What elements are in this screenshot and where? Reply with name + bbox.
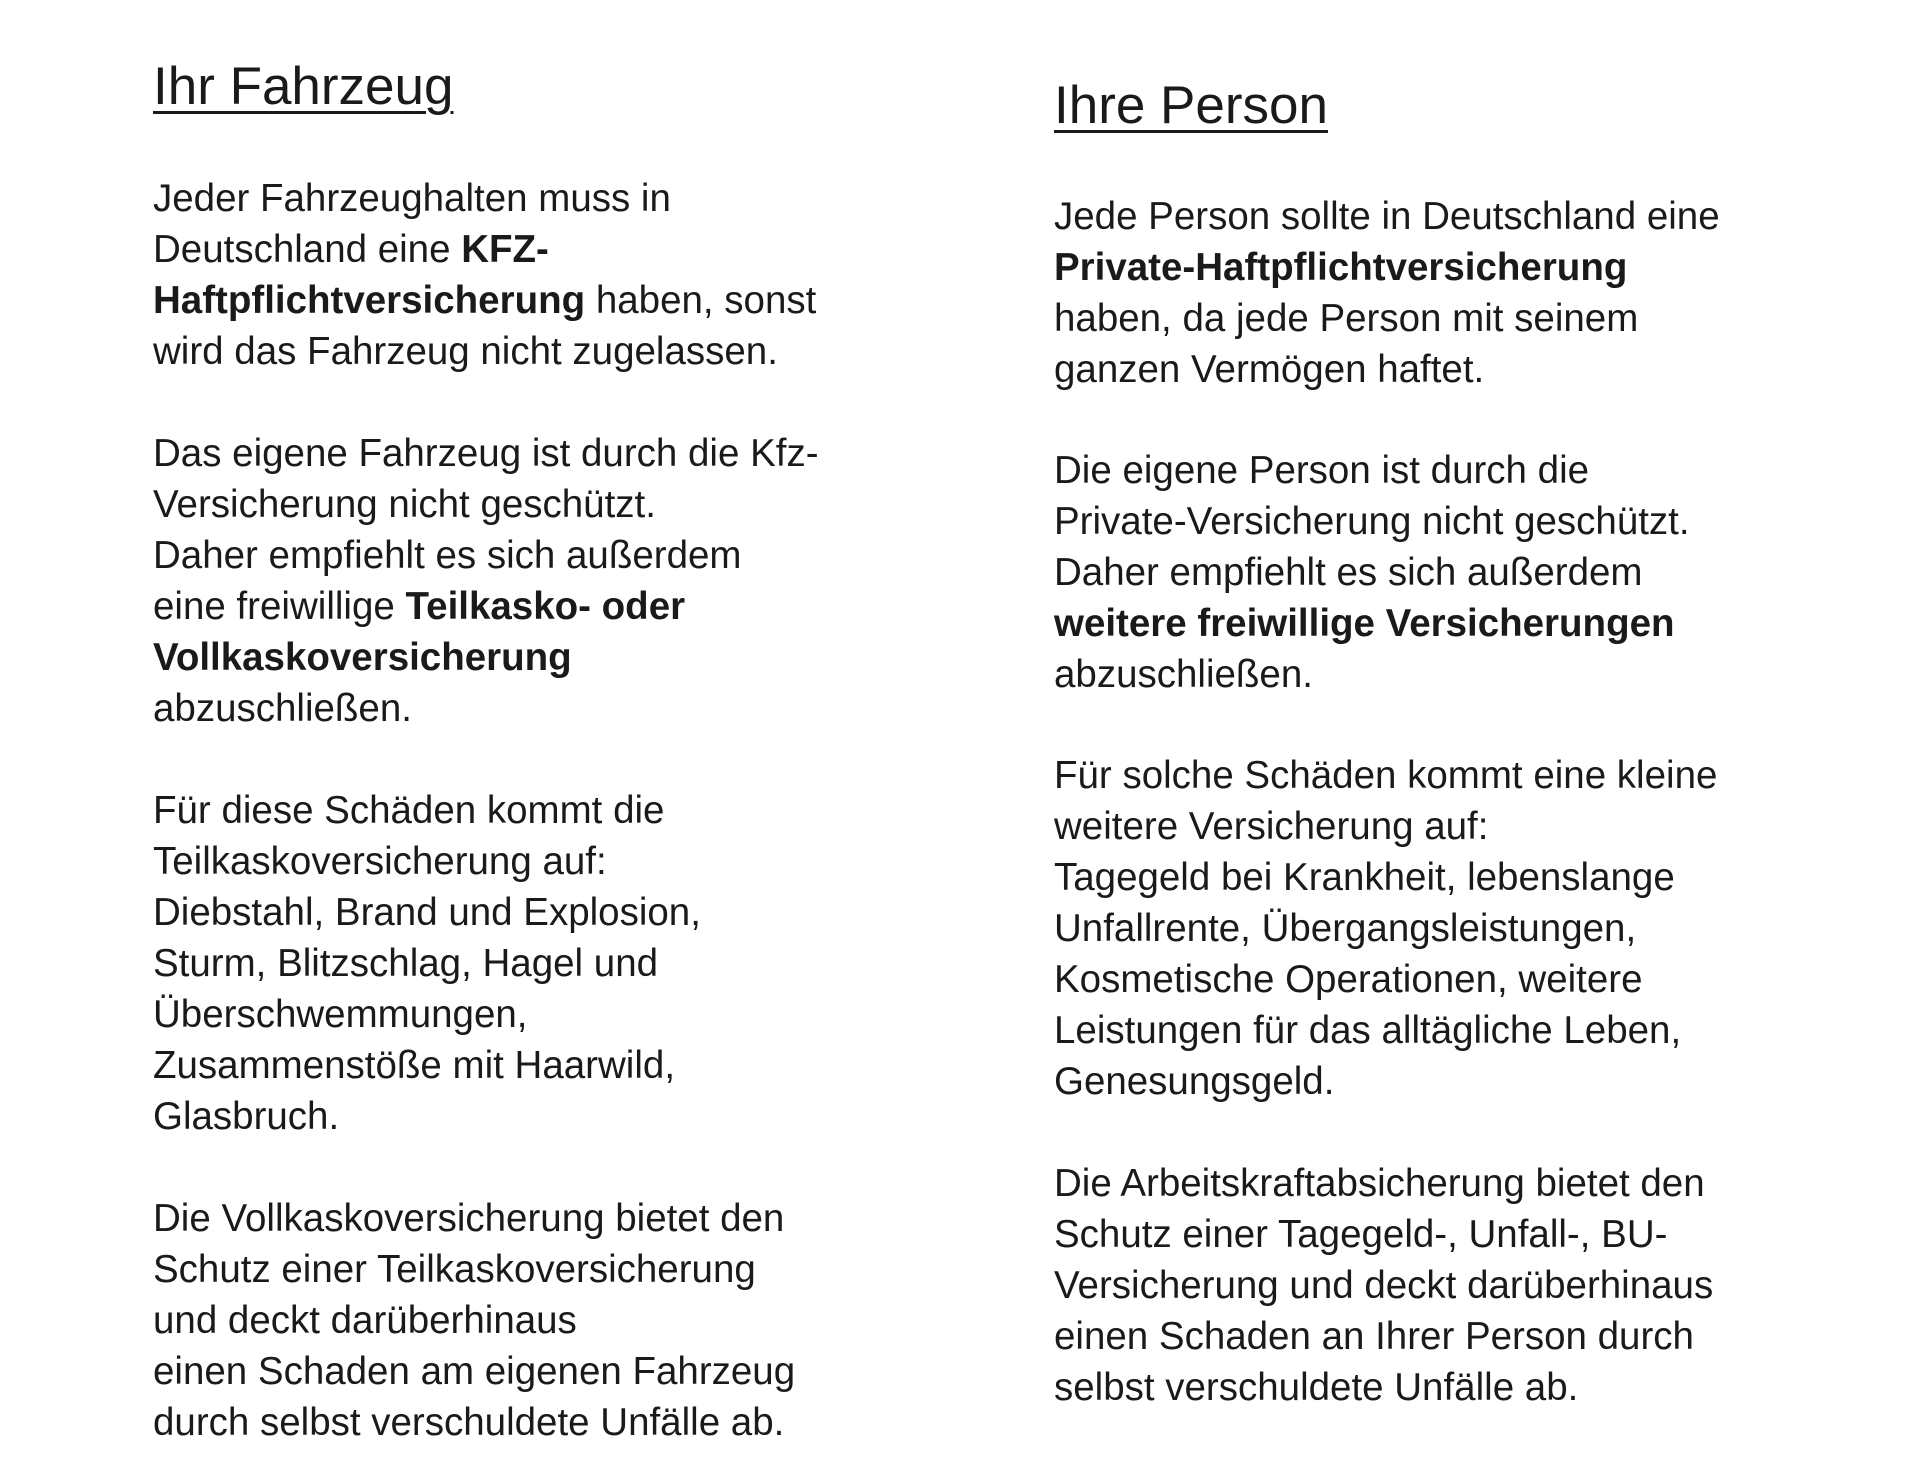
text-line: Zusammenstöße mit Haarwild,: [153, 1044, 676, 1087]
text-line: Jede Person sollte in Deutschland eine: [1054, 195, 1720, 238]
bold-term: Haftpflichtversicherung: [153, 279, 586, 322]
paragraph-liability-vehicle: [153, 173, 816, 377]
bold-term: Private-Haftpflichtversicherung: [1054, 246, 1628, 289]
text-line: und deckt darüberhinaus: [153, 1299, 577, 1342]
text-line: einen Schaden am eigenen Fahrzeug: [153, 1350, 796, 1393]
text-line: weitere Versicherung auf:: [1054, 805, 1489, 848]
paragraph-liability-person: [1054, 191, 1720, 395]
paragraph-work-capacity: [1054, 1158, 1713, 1413]
text-line: Das eigene Fahrzeug ist durch die Kfz-: [153, 432, 819, 475]
text-segment: eine freiwillige: [153, 585, 406, 628]
text-line: Für solche Schäden kommt eine kleine: [1054, 754, 1718, 797]
text-segment: haben, sonst: [585, 279, 817, 322]
text-line: Daher empfiehlt es sich außerdem: [1054, 551, 1643, 594]
paragraph-small-insurance: [1054, 750, 1717, 1107]
text-line: Daher empfiehlt es sich außerdem: [153, 534, 742, 577]
text-line: selbst verschuldete Unfälle ab.: [1054, 1366, 1579, 1409]
text-line: Glasbruch.: [153, 1095, 340, 1138]
text-line: [153, 275, 816, 326]
text-line: Sturm, Blitzschlag, Hagel und: [153, 942, 659, 985]
text-line: [153, 581, 819, 632]
text-line: wird das Fahrzeug nicht zugelassen.: [153, 330, 778, 373]
text-segment: Deutschland eine: [153, 228, 462, 271]
bold-term: KFZ-: [461, 228, 549, 271]
text-line: Unfallrente, Übergangsleistungen,: [1054, 907, 1637, 950]
text-line: Schutz einer Teilkaskoversicherung: [153, 1248, 756, 1291]
paragraph-full-coverage: [153, 1193, 795, 1448]
text-line: ganzen Vermögen haftet.: [1054, 348, 1485, 391]
text-line: Jeder Fahrzeughalten muss in: [153, 177, 671, 220]
text-line: Tagegeld bei Krankheit, lebenslange: [1054, 856, 1675, 899]
text-line: Versicherung nicht geschützt.: [153, 483, 656, 526]
bold-term: Teilkasko- oder: [405, 585, 686, 628]
text-line: abzuschließen.: [1054, 653, 1313, 696]
text-line: [153, 224, 816, 275]
text-line: Die Arbeitskraftabsicherung bietet den: [1054, 1162, 1705, 1205]
text-line: Die Vollkaskoversicherung bietet den: [153, 1197, 785, 1240]
text-line: Genesungsgeld.: [1054, 1060, 1335, 1103]
text-line: Die eigene Person ist durch die: [1054, 449, 1590, 492]
text-line: Teilkaskoversicherung auf:: [153, 840, 607, 883]
text-line: Für diese Schäden kommt die: [153, 789, 665, 832]
text-line: durch selbst verschuldete Unfälle ab.: [153, 1401, 785, 1444]
text-line: einen Schaden an Ihrer Person durch: [1054, 1315, 1694, 1358]
paragraph-own-vehicle: [153, 428, 819, 734]
text-line: haben, da jede Person mit seinem: [1054, 297, 1639, 340]
text-line: Diebstahl, Brand und Explosion,: [153, 891, 701, 934]
text-line: Leistungen für das alltägliche Leben,: [1054, 1009, 1682, 1052]
text-line: abzuschließen.: [153, 687, 412, 730]
paragraph-own-person: [1054, 445, 1690, 700]
text-line: Überschwemmungen,: [153, 993, 528, 1036]
bold-term: Vollkaskoversicherung: [153, 636, 572, 679]
text-line: Schutz einer Tagegeld-, Unfall-, BU-: [1054, 1213, 1668, 1256]
heading-person: Ihre Person: [1054, 76, 1328, 135]
text-line: Private-Versicherung nicht geschützt.: [1054, 500, 1690, 543]
bold-term: weitere freiwillige Versicherungen: [1054, 602, 1675, 645]
text-line: Kosmetische Operationen, weitere: [1054, 958, 1643, 1001]
paragraph-partial-coverage: [153, 785, 701, 1142]
heading-vehicle: Ihr Fahrzeug: [153, 57, 454, 116]
text-line: Versicherung und deckt darüberhinaus: [1054, 1264, 1714, 1307]
